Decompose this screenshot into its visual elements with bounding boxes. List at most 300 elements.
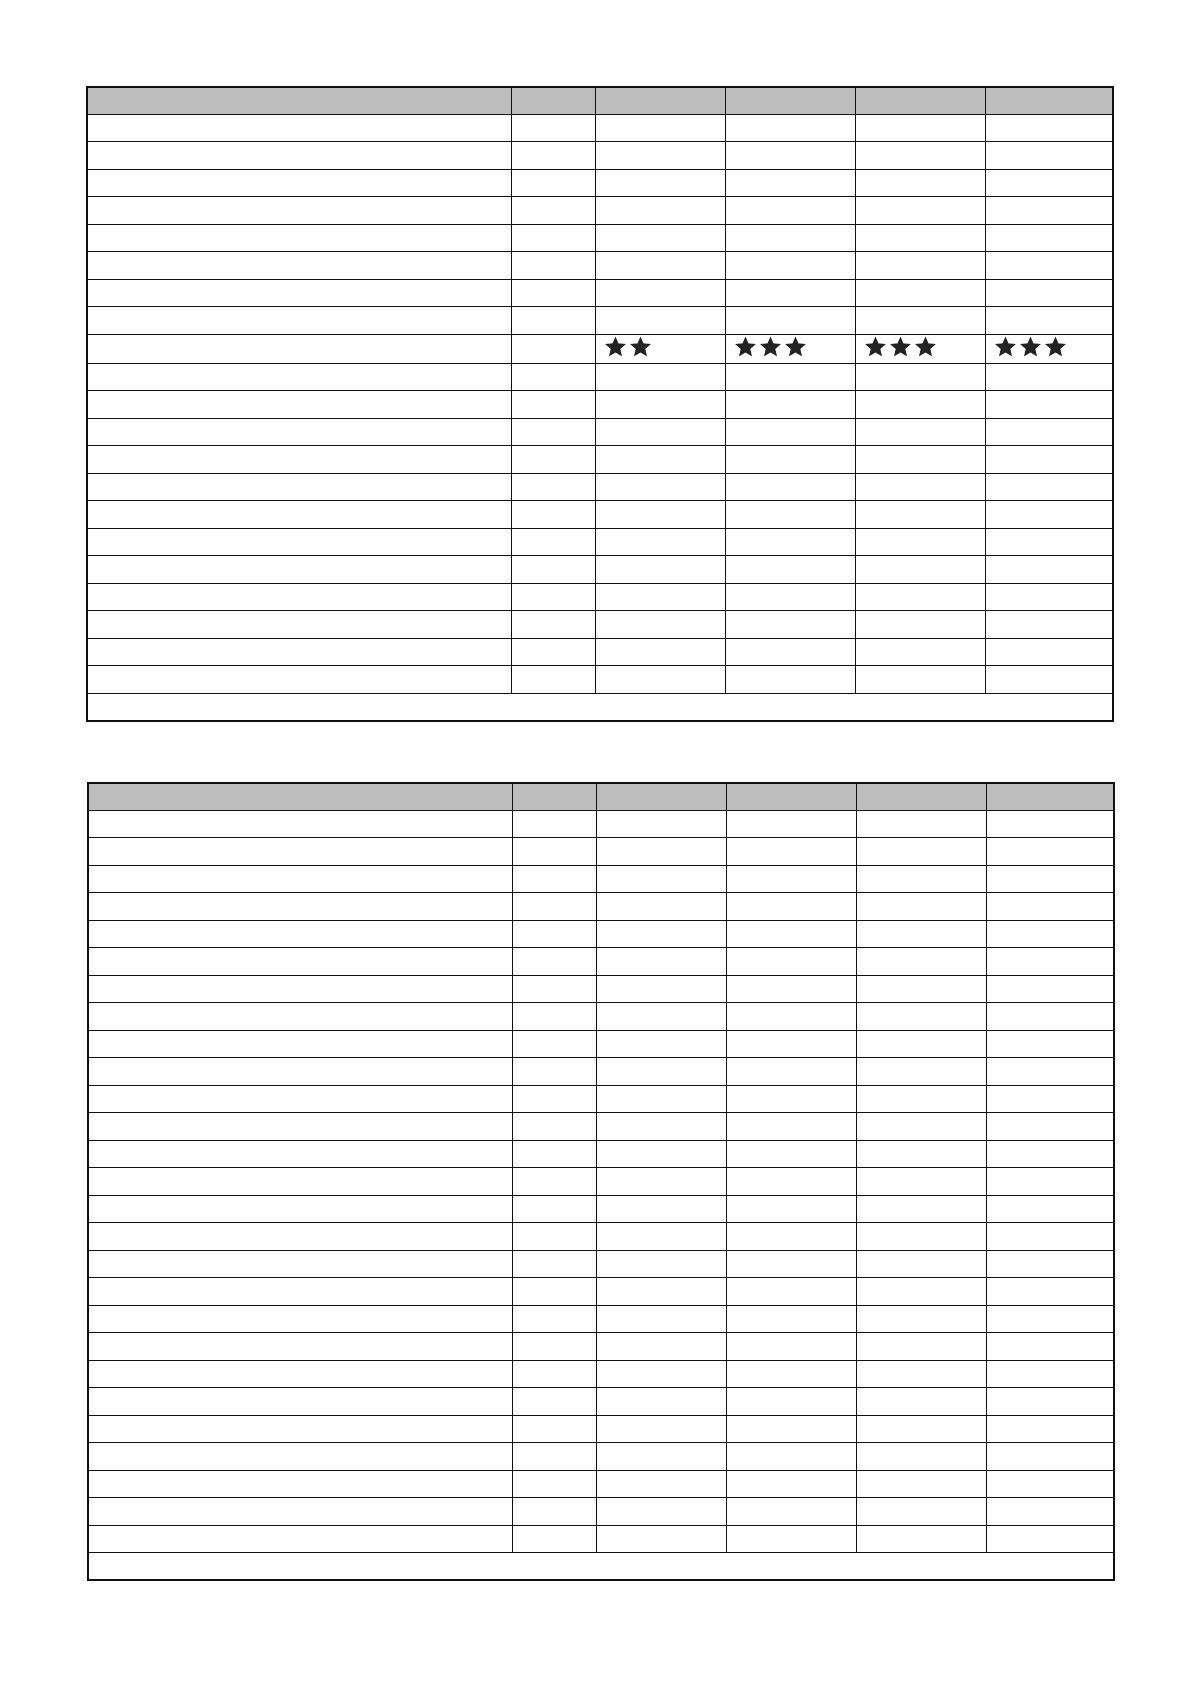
table-2 [87, 782, 1115, 1581]
table-cell [726, 975, 856, 1003]
table-cell [855, 307, 985, 335]
table-cell [87, 611, 511, 639]
table-cell [725, 224, 855, 252]
table-cell [88, 975, 512, 1003]
table-cell [512, 1470, 596, 1498]
table-cell [88, 893, 512, 921]
footer-cell [87, 693, 1113, 721]
table-cell [985, 252, 1113, 280]
table-cell [512, 1360, 596, 1388]
header-cell [88, 783, 512, 810]
table-cell [596, 1113, 726, 1141]
table-row [87, 473, 1113, 501]
table-row [87, 638, 1113, 666]
table-cell [986, 1498, 1114, 1526]
table-cell [88, 1085, 512, 1113]
table-cell [985, 224, 1113, 252]
table-cell [511, 501, 595, 529]
table-cell [726, 1195, 856, 1223]
table-cell [725, 501, 855, 529]
table-cell [87, 307, 511, 335]
table-cell [726, 1278, 856, 1306]
table-cell [596, 920, 726, 948]
table-cell [726, 948, 856, 976]
table-cell [88, 1525, 512, 1553]
table-body [88, 810, 1114, 1580]
header-cell [725, 87, 855, 114]
table-cell [511, 114, 595, 142]
table-cell [856, 1140, 986, 1168]
table-cell [512, 975, 596, 1003]
table-cell [596, 1360, 726, 1388]
star-icon [784, 335, 807, 358]
table-cell [595, 418, 725, 446]
table-cell [725, 307, 855, 335]
table-cell [725, 446, 855, 474]
table-cell [986, 1250, 1114, 1278]
table-cell [985, 142, 1113, 170]
table-cell [512, 1113, 596, 1141]
table-cell [725, 363, 855, 391]
table-cell [596, 1415, 726, 1443]
table-cell [88, 1360, 512, 1388]
table-cell [855, 418, 985, 446]
table-cell [88, 810, 512, 838]
table-cell [88, 920, 512, 948]
table-cell [725, 473, 855, 501]
table-cell [596, 1333, 726, 1361]
table-cell [985, 169, 1113, 197]
table-cell [87, 279, 511, 307]
table-cell [985, 638, 1113, 666]
table-cell [87, 114, 511, 142]
table-cell [596, 1030, 726, 1058]
table-cell [726, 1333, 856, 1361]
table-cell [855, 501, 985, 529]
table-cell [986, 1360, 1114, 1388]
table-cell [596, 1388, 726, 1416]
table-cell [87, 197, 511, 225]
table-cell [595, 197, 725, 225]
table-row [88, 1250, 1114, 1278]
table-cell [726, 1168, 856, 1196]
table-cell [726, 1223, 856, 1251]
table-row [87, 583, 1113, 611]
table-row [87, 418, 1113, 446]
table-cell [726, 893, 856, 921]
table-row [87, 334, 1113, 363]
table-row [87, 666, 1113, 694]
table-row [87, 252, 1113, 280]
table-cell [512, 1003, 596, 1031]
table-cell [596, 1168, 726, 1196]
star-rating [604, 335, 652, 358]
table-cell [855, 583, 985, 611]
table-row [88, 1278, 1114, 1306]
table-cell [856, 1498, 986, 1526]
table-cell [596, 1003, 726, 1031]
header-cell [595, 87, 725, 114]
table-row [87, 224, 1113, 252]
table-row [88, 1305, 1114, 1333]
table-cell [88, 1030, 512, 1058]
table-cell [512, 948, 596, 976]
table-row [88, 1388, 1114, 1416]
table-cell [855, 391, 985, 419]
table-cell [726, 1470, 856, 1498]
table-row [87, 142, 1113, 170]
table-row [88, 920, 1114, 948]
rating-cell [855, 334, 985, 363]
table-row [88, 1443, 1114, 1471]
table-row [88, 1498, 1114, 1526]
table-cell [511, 611, 595, 639]
table-cell [726, 1360, 856, 1388]
table-row [87, 197, 1113, 225]
table-row [88, 1003, 1114, 1031]
table-cell [856, 1003, 986, 1031]
table-cell [725, 169, 855, 197]
table-cell [725, 252, 855, 280]
table-cell [855, 528, 985, 556]
table-cell [726, 1388, 856, 1416]
table-row [88, 1195, 1114, 1223]
table-cell [512, 1140, 596, 1168]
table-cell [856, 1223, 986, 1251]
table-cell [596, 1498, 726, 1526]
star-icon [864, 335, 887, 358]
table-cell [88, 1305, 512, 1333]
table-cell [986, 1030, 1114, 1058]
table-row [88, 1360, 1114, 1388]
table-cell [986, 1195, 1114, 1223]
table-cell [725, 418, 855, 446]
table-cell [986, 1443, 1114, 1471]
table-cell [511, 279, 595, 307]
table-cell [856, 1278, 986, 1306]
table-row [87, 307, 1113, 335]
table-cell [88, 1333, 512, 1361]
table-cell [596, 810, 726, 838]
table-cell [856, 1525, 986, 1553]
table-cell [595, 142, 725, 170]
rating-cell [725, 334, 855, 363]
table-cell [87, 252, 511, 280]
table-cell [511, 666, 595, 694]
table-cell [856, 1085, 986, 1113]
table-cell [88, 838, 512, 866]
table-cell [88, 865, 512, 893]
star-icon [914, 335, 937, 358]
table-cell [856, 920, 986, 948]
table-cell [856, 893, 986, 921]
table-cell [856, 975, 986, 1003]
table-row [88, 1415, 1114, 1443]
table-cell [726, 810, 856, 838]
table-cell [726, 1525, 856, 1553]
table-cell [855, 363, 985, 391]
table-row [88, 893, 1114, 921]
table-cell [856, 1388, 986, 1416]
star-icon [759, 335, 782, 358]
table-cell [595, 279, 725, 307]
table-cell [726, 1140, 856, 1168]
star-icon [1019, 335, 1042, 358]
table-cell [726, 1443, 856, 1471]
header-cell [986, 783, 1114, 810]
table-row [87, 114, 1113, 142]
table-row [88, 1333, 1114, 1361]
table-cell [511, 307, 595, 335]
table-cell [596, 865, 726, 893]
rating-cell [985, 334, 1113, 363]
table-cell [856, 1058, 986, 1086]
table-cell [511, 334, 595, 363]
table-cell [726, 865, 856, 893]
table-row [87, 279, 1113, 307]
table-cell [512, 1525, 596, 1553]
table-cell [511, 197, 595, 225]
header-cell [855, 87, 985, 114]
table-cell [725, 556, 855, 584]
star-icon [629, 335, 652, 358]
table-1 [86, 86, 1114, 722]
table-cell [726, 920, 856, 948]
table-cell [512, 1168, 596, 1196]
table-cell [855, 114, 985, 142]
table-cell [726, 1498, 856, 1526]
table-header-row [88, 783, 1114, 810]
header-cell [596, 783, 726, 810]
table-row [88, 1085, 1114, 1113]
table-cell [985, 583, 1113, 611]
table-cell [725, 666, 855, 694]
table-cell [596, 1085, 726, 1113]
table-row [88, 1030, 1114, 1058]
table-cell [512, 1333, 596, 1361]
table-cell [87, 418, 511, 446]
table-cell [986, 920, 1114, 948]
table-cell [87, 224, 511, 252]
table-cell [986, 1085, 1114, 1113]
header-cell [511, 87, 595, 114]
table-body [87, 114, 1113, 721]
table-cell [986, 1415, 1114, 1443]
table-cell [986, 1278, 1114, 1306]
table-cell [725, 528, 855, 556]
table-cell [511, 363, 595, 391]
table-cell [856, 1443, 986, 1471]
table-cell [595, 666, 725, 694]
table-row [87, 446, 1113, 474]
table-cell [595, 307, 725, 335]
table-cell [856, 865, 986, 893]
table-cell [855, 169, 985, 197]
table-row [87, 169, 1113, 197]
table-cell [856, 1360, 986, 1388]
table-cell [725, 279, 855, 307]
table-row [88, 1223, 1114, 1251]
table-cell [855, 638, 985, 666]
table-cell [726, 1415, 856, 1443]
table-cell [596, 1195, 726, 1223]
table-cell [595, 114, 725, 142]
table-cell [985, 473, 1113, 501]
table-cell [88, 1168, 512, 1196]
table-cell [855, 446, 985, 474]
table-cell [596, 1140, 726, 1168]
table-cell [512, 865, 596, 893]
header-cell [856, 783, 986, 810]
table-cell [985, 446, 1113, 474]
table-cell [856, 1195, 986, 1223]
table-cell [88, 1278, 512, 1306]
table-cell [512, 810, 596, 838]
table-cell [87, 583, 511, 611]
table-cell [595, 583, 725, 611]
table-cell [725, 583, 855, 611]
table-cell [88, 1470, 512, 1498]
table-footer-row [87, 693, 1113, 721]
table-cell [986, 1140, 1114, 1168]
table-cell [985, 418, 1113, 446]
table-cell [87, 334, 511, 363]
header-cell [726, 783, 856, 810]
table-cell [511, 142, 595, 170]
table-cell [596, 975, 726, 1003]
table-cell [595, 611, 725, 639]
table-cell [511, 418, 595, 446]
table-cell [88, 1443, 512, 1471]
table-cell [986, 1470, 1114, 1498]
table-cell [511, 583, 595, 611]
table-cell [511, 473, 595, 501]
table-cell [985, 391, 1113, 419]
table-cell [985, 197, 1113, 225]
table-cell [725, 391, 855, 419]
table-cell [512, 1278, 596, 1306]
table-cell [512, 1250, 596, 1278]
table-cell [855, 142, 985, 170]
table-cell [855, 473, 985, 501]
table-cell [512, 1030, 596, 1058]
table-cell [985, 307, 1113, 335]
table-cell [986, 1388, 1114, 1416]
table-cell [595, 501, 725, 529]
table-cell [88, 1223, 512, 1251]
table-cell [986, 810, 1114, 838]
table-cell [725, 114, 855, 142]
table-cell [88, 1113, 512, 1141]
star-rating [994, 335, 1067, 358]
star-icon [734, 335, 757, 358]
table-cell [595, 169, 725, 197]
table-cell [856, 1333, 986, 1361]
table-cell [511, 391, 595, 419]
table-cell [512, 1305, 596, 1333]
table-cell [855, 197, 985, 225]
table-cell [87, 363, 511, 391]
table-cell [986, 1525, 1114, 1553]
table-cell [726, 1085, 856, 1113]
table-cell [88, 1140, 512, 1168]
footer-cell [88, 1553, 1114, 1581]
table-cell [856, 1305, 986, 1333]
table-cell [856, 1470, 986, 1498]
table-cell [985, 363, 1113, 391]
table-cell [985, 279, 1113, 307]
table-cell [511, 638, 595, 666]
table-cell [87, 391, 511, 419]
table-cell [726, 1058, 856, 1086]
table-cell [511, 528, 595, 556]
table-cell [596, 1223, 726, 1251]
table-row [88, 1525, 1114, 1553]
table-cell [512, 1443, 596, 1471]
table-cell [87, 528, 511, 556]
star-icon [604, 335, 627, 358]
table-cell [595, 224, 725, 252]
table-row [88, 810, 1114, 838]
table-header-row [87, 87, 1113, 114]
table-cell [855, 279, 985, 307]
table-cell [856, 1168, 986, 1196]
table-cell [87, 501, 511, 529]
table-cell [726, 838, 856, 866]
table-cell [725, 611, 855, 639]
table-cell [986, 893, 1114, 921]
table-cell [855, 611, 985, 639]
header-cell [512, 783, 596, 810]
table-cell [595, 556, 725, 584]
table-row [87, 556, 1113, 584]
table-cell [856, 1250, 986, 1278]
table-cell [985, 556, 1113, 584]
table-row [87, 528, 1113, 556]
table-cell [725, 197, 855, 225]
table-row [88, 1168, 1114, 1196]
table-cell [512, 1195, 596, 1223]
table-cell [595, 528, 725, 556]
table-cell [88, 1498, 512, 1526]
table-row [87, 363, 1113, 391]
table-cell [87, 446, 511, 474]
rating-cell [595, 334, 725, 363]
table-cell [985, 666, 1113, 694]
table-cell [726, 1003, 856, 1031]
table-cell [512, 1058, 596, 1086]
table-cell [596, 893, 726, 921]
star-icon [1044, 335, 1067, 358]
star-rating [734, 335, 807, 358]
table-cell [88, 1415, 512, 1443]
table-cell [512, 1498, 596, 1526]
table-cell [726, 1030, 856, 1058]
table-cell [986, 1223, 1114, 1251]
table-row [88, 1470, 1114, 1498]
table-cell [512, 1415, 596, 1443]
table-cell [726, 1305, 856, 1333]
table-cell [725, 142, 855, 170]
table-cell [511, 224, 595, 252]
header-cell [985, 87, 1113, 114]
table-cell [88, 1388, 512, 1416]
table-cell [87, 666, 511, 694]
table-cell [512, 838, 596, 866]
table-cell [986, 1003, 1114, 1031]
table-cell [88, 1058, 512, 1086]
table-cell [985, 114, 1113, 142]
